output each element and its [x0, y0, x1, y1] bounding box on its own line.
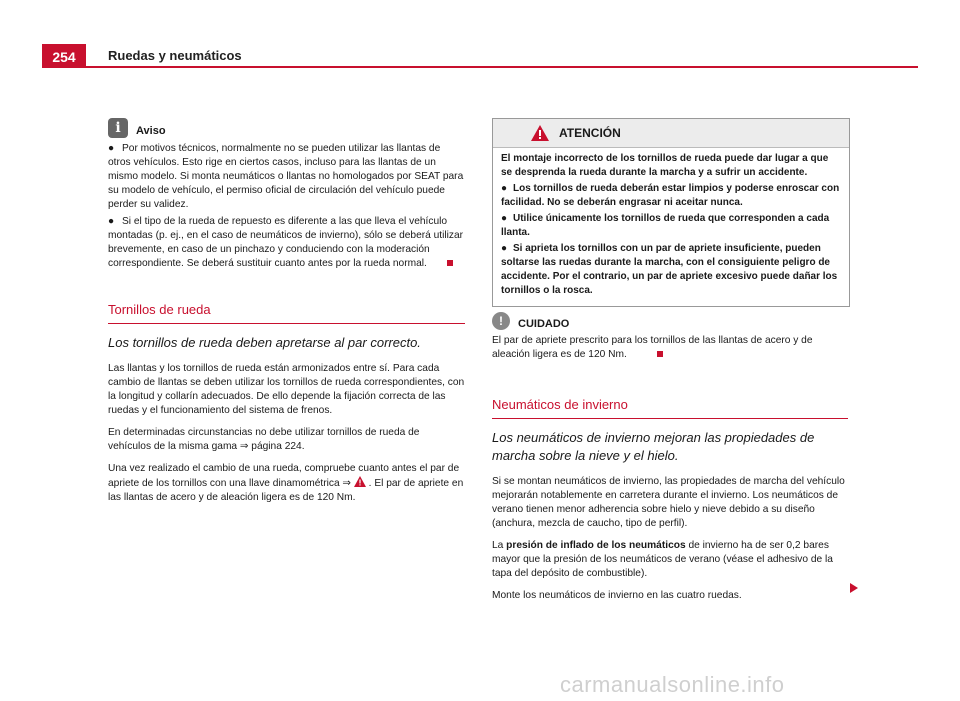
paragraph: Monte los neumáticos de invierno en las cuatro ruedas. [492, 590, 742, 601]
caution-icon: ! [492, 312, 510, 330]
section-title: Tornillos de rueda [108, 302, 211, 317]
end-mark-icon [447, 260, 453, 266]
paragraph: Si se montan neumáticos de invierno, las propiedades de marcha del vehículo mejorarán notablemente en carretera durante el invierno. Los neumáticos de verano tienen menor adherencia sobre hielo y nieve debido a su diseño (anchura, mezcla de caucho, tipo de perfil). [492, 476, 845, 529]
info-icon: i [108, 118, 128, 138]
warning-icon [531, 125, 549, 141]
continue-arrow-icon [850, 583, 858, 593]
section-rule [108, 323, 465, 324]
section-rule [492, 418, 848, 419]
watermark: carmanualsonline.info [560, 672, 785, 697]
paragraph: Las llantas y los tornillos de rueda están armonizados entre sí. Para cada cambio de llantas se deben utilizar los tornillos de rueda correspondientes, con la longitud y collarín adecuados. De ello depende la fijación correcta de las ruedas y el funcionamiento del sistema de frenos. [108, 363, 465, 416]
header-rule [42, 66, 918, 68]
cuidado-text: El par de apriete prescrito para los tornillos de las llantas de acero y de aleación ligera es de 120 Nm. [492, 335, 813, 360]
aviso-bullet: ● Por motivos técnicos, normalmente no se pueden utilizar las llantas de otros vehículos. Esto rige en ciertos casos, incluso para las llantas de un mismo modelo. Si monta neumáticos o llantas no homologados por SEAT para su modelo de vehículo, el permiso oficial de circulación del vehículo puede perder su validez. [108, 143, 464, 210]
section-lede: Los neumáticos de invierno mejoran las propiedades de marcha sobre la nieve y el hielo. [492, 430, 815, 463]
warning-ref-icon[interactable] [354, 476, 366, 487]
aviso-bullet: ● Si el tipo de la rueda de repuesto es diferente a las que lleva el vehículo montadas (p. ej., en el caso de neumáticos de invierno), sólo se deberá utilizar brevemente, en caso de un pinchazo y conduciendo con la moderación correspondiente. Se deberá sustituir cuanto antes por la rueda normal. [108, 216, 464, 269]
atencion-intro: El montaje incorrecto de los tornillos de rueda puede dar lugar a que se desprenda la rueda durante la marcha y a sufrir un accidente. [501, 153, 829, 178]
atencion-bullet: ● Si aprieta los tornillos con un par de apriete insuficiente, pueden soltarse las ruedas durante la marcha, con el consiguiente peligro de accidente. Por el contrario, un par de apriete excesivo puede dañar los tornillos o la rosca. [501, 243, 838, 296]
page-number: 254 [42, 44, 86, 68]
section-title: Neumáticos de invierno [492, 397, 628, 412]
atencion-bullet: ● Utilice únicamente los tornillos de rueda que corresponden a cada llanta. [501, 213, 830, 238]
end-mark-icon [657, 351, 663, 357]
aviso-note [108, 118, 465, 274]
paragraph: Una vez realizado el cambio de una rueda, compruebe cuanto antes el par de apriete de los tornillos con una llave dinamométrica ⇒ . El par de apriete en las llantas de acero y de aleación ligera es de 120 Nm. [108, 463, 464, 503]
aviso-title: Aviso [136, 125, 166, 137]
paragraph: En determinadas circunstancias no debe utilizar tornillos de rueda de vehículos de la misma gama ⇒ página 224. [108, 427, 420, 452]
section-tornillos [108, 302, 465, 505]
section-lede: Los tornillos de rueda deben apretarse al par correcto. [108, 335, 421, 350]
atencion-title: ATENCIÓN [559, 126, 621, 140]
cuidado-note [492, 312, 848, 362]
cuidado-title: CUIDADO [518, 318, 570, 330]
section-neumaticos [492, 397, 848, 603]
paragraph: La presión de inflado de los neumáticos de invierno ha de ser 0,2 bares mayor que la presión de los neumáticos de verano (véase el adhesivo de la tapa del depósito de combustible). [492, 540, 833, 579]
running-title: Ruedas y neumáticos [108, 48, 242, 63]
atencion-box [492, 118, 850, 307]
atencion-bullet: ● Los tornillos de rueda deberán estar limpios y poderse enroscar con facilidad. No se deberán engrasar ni aceitar nunca. [501, 183, 840, 208]
atencion-header [493, 119, 849, 148]
